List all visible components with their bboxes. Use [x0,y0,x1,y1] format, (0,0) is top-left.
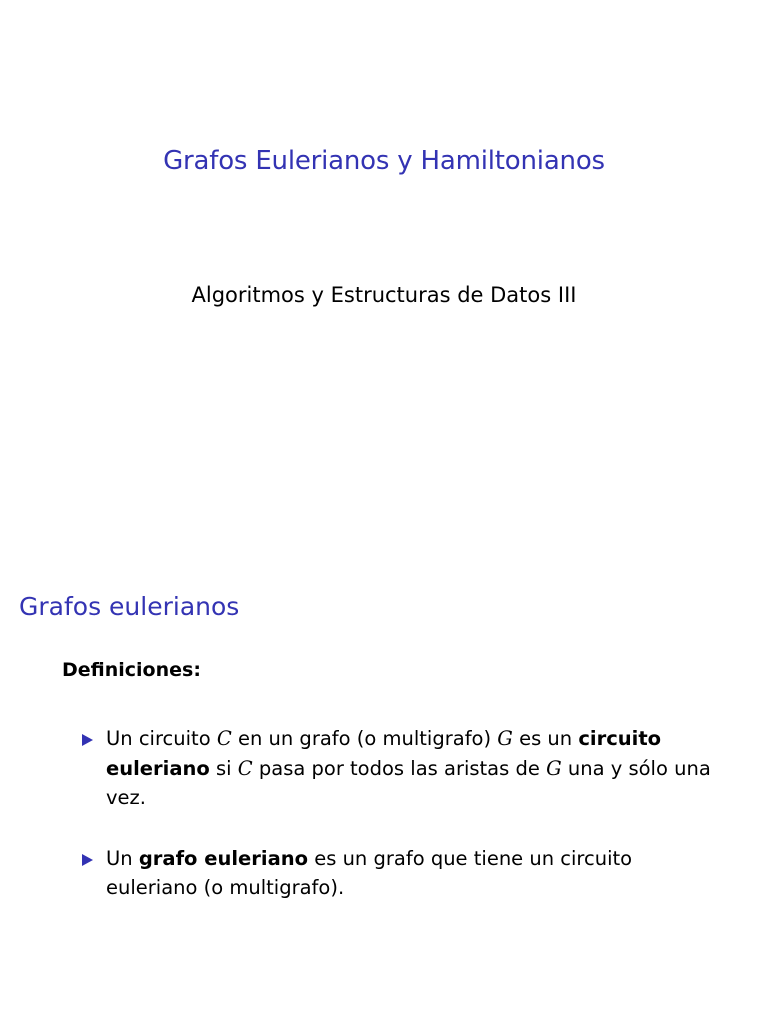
math-symbol: C [216,727,232,750]
triangle-bullet-icon [82,854,93,866]
presentation-subtitle: Algoritmos y Estructuras de Datos III [191,283,577,307]
math-symbol: G [497,727,513,750]
bullet-text: es un grafo que tiene un circuito euleriano (o multigrafo). [106,846,633,899]
bullet-text: si [209,756,238,780]
bullet-text: Un circuito [106,727,217,750]
definitions-heading: Definiciones: [62,659,201,681]
bullet-text: pasa por todos las aristas de [252,756,547,780]
bullet-text: una y sólo una vez. [106,756,711,809]
triangle-bullet-icon [82,734,93,746]
definition-circuito-euleriano [80,724,720,813]
defined-term: circuito euleriano [106,727,662,780]
math-symbol: G [546,756,562,780]
definitions-list [80,724,720,934]
defined-term: grafo euleriano [138,846,309,870]
bullet-text: en un grafo (o multigrafo) [231,727,498,750]
presentation-title: Grafos Eulerianos y Hamiltonianos [163,146,605,176]
euler-definitions-slide [0,512,768,1024]
bullet-text: es un [512,727,579,750]
definition-grafo-euleriano [80,844,720,903]
bullet-text: Un [106,846,139,870]
math-symbol: C [237,756,253,780]
frame-title: Grafos eulerianos [19,592,240,621]
